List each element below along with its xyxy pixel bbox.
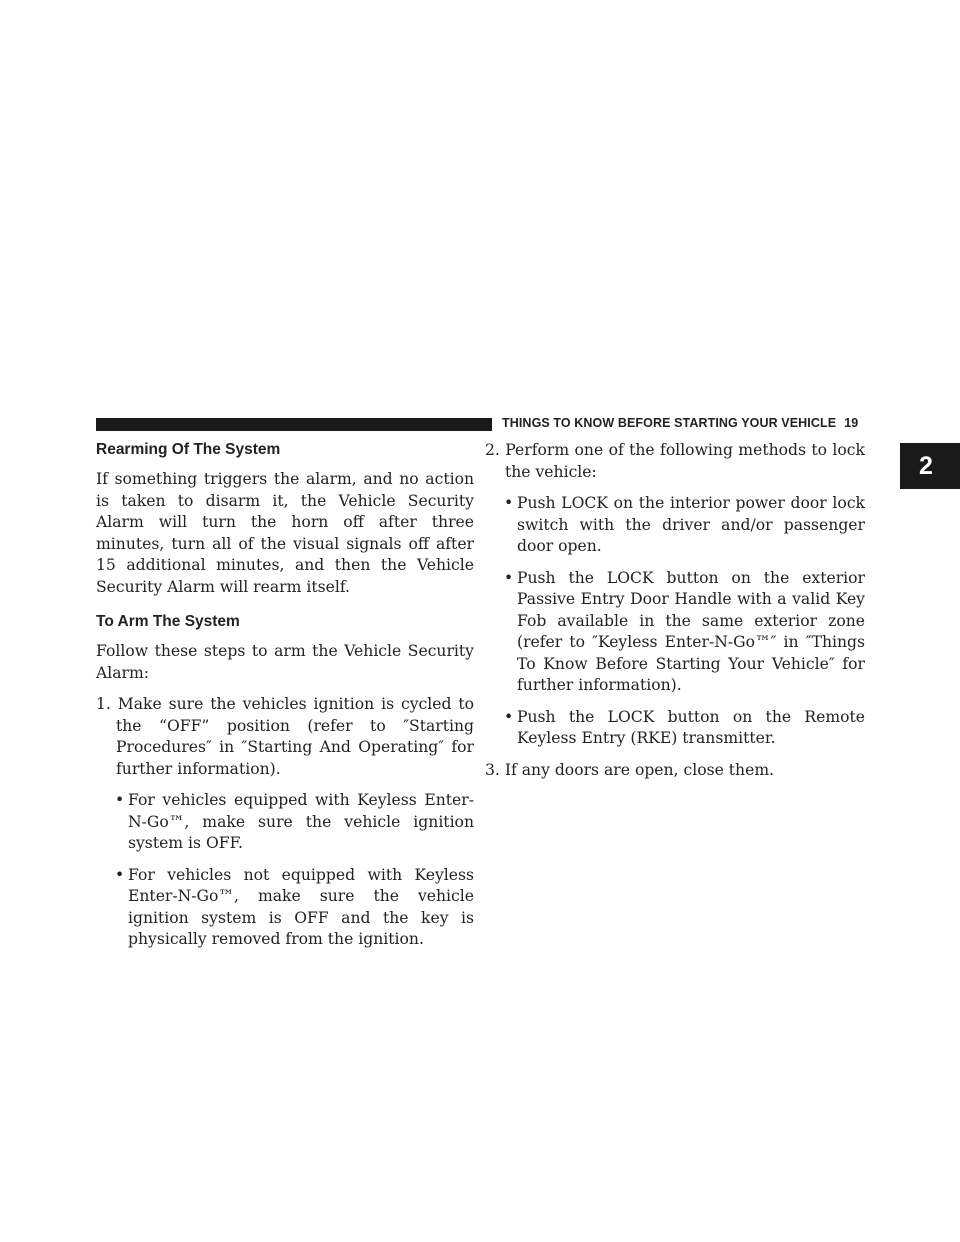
bullet-icon: • (504, 707, 514, 726)
bullet-icon: • (504, 568, 514, 587)
right-column (485, 440, 865, 791)
left-column (96, 440, 474, 961)
bullet-icon: • (504, 494, 514, 512)
list-item: • Push the LOCK button on the exterior Passive Entry Door Handle with a valid Key Fob available in the same exterior zone (refer to ″Keyless Enter-N-Go™″ in ″Things To Know Before Starting Your Vehicle″ for further information). (504, 568, 865, 694)
step-3: 3. If any doors are open, close them. (485, 760, 775, 779)
step-1: 1. Make sure the vehicles ignition is cycled to the “OFF” position (refer to ″Starting Procedures″ in ″Starting And Operating″ for further information). (96, 695, 474, 778)
chapter-tab: 2 (900, 443, 960, 489)
heading-rearming: Rearming Of The System (96, 441, 281, 458)
list-item: • For vehicles equipped with Keyless Enter-N-Go™, make sure the vehicle ignition system is OFF. (115, 791, 474, 852)
header-title: THINGS TO KNOW BEFORE STARTING YOUR VEHICLE (502, 416, 837, 430)
header-rule (96, 418, 492, 431)
bullet-icon: • (115, 865, 125, 884)
list-item: • Push LOCK on the interior power door lock switch with the driver and/or passenger door open. (504, 494, 865, 555)
step-2: 2. Perform one of the following methods to lock the vehicle: (485, 441, 865, 481)
heading-arm: To Arm The System (96, 613, 240, 630)
paragraph-arm-intro: Follow these steps to arm the Vehicle Security Alarm: (96, 642, 474, 682)
page-number: 19 (844, 416, 859, 430)
list-item: • For vehicles not equipped with Keyless Enter-N-Go™, make sure the vehicle ignition system is OFF and the key is physically removed from the ignition. (115, 865, 474, 948)
bullet-icon: • (115, 791, 125, 809)
list-item: • Push the LOCK button on the Remote Keyless Entry (RKE) transmitter. (504, 707, 865, 747)
running-header (502, 416, 862, 430)
paragraph-rearming: If something triggers the alarm, and no action is taken to disarm it, the Vehicle Security Alarm will turn the horn off after three minutes, turn all of the visual signals off after 15 additional minutes, and then the Vehicle Security Alarm will rearm itself. (96, 470, 474, 596)
